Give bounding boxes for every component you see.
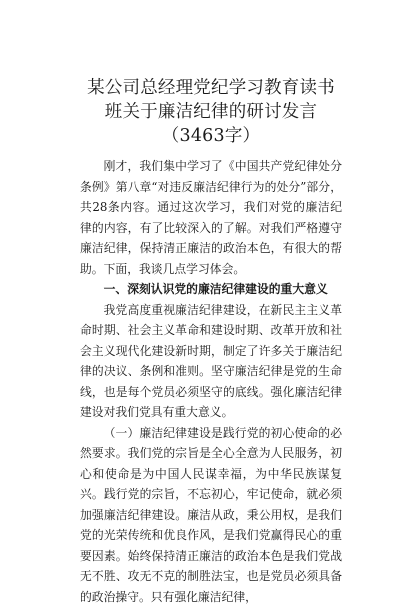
intro-paragraph: 刚才，我们集中学习了《中国共产党纪律处分条例》第八章“对违反廉洁纪律行为的处分”部分，共28条内容。通过这次学习，我们对党的廉洁纪律的内容，有了比较深入的了解。对我们严格遵守廉洁纪律，保持清正廉洁的政治本色，有很大的帮助。下面，我谈几点学习体会。 xyxy=(80,156,342,279)
document-title: 某公司总经理党纪学习教育读书班关于廉洁纪律的研讨发言（3463字） xyxy=(80,76,342,148)
document-body xyxy=(80,156,342,607)
document-page xyxy=(80,76,342,607)
body-paragraph: （一）廉洁纪律建设是践行党的初心使命的必然要求。我们党的宗旨是全心全意为人民服务，初心和使命是为中国人民谋幸福，为中华民族谋复兴。践行党的宗旨，不忘初心，牢记使命，就必须加强廉洁纪律建设。廉洁从政，秉公用权，是我们党的光荣传统和优良作风，是我们党赢得民心的重要因素。始终保持清正廉洁的政治本色是我们党战无不胜、攻无不克的制胜法宝，也是党员必须具备的政治操守。只有强化廉洁纪律， xyxy=(80,423,342,607)
section-heading: 一、深刻认识党的廉洁纪律建设的重大意义 xyxy=(80,279,342,300)
body-paragraph: 我党高度重视廉洁纪律建设，在新民主主义革命时期、社会主义革命和建设时期、改革开放和社会主义现代化建设新时期，制定了许多关于廉洁纪律的决议、条例和准则。坚守廉洁纪律是党的生命线，也是每个党员必须坚守的底线。强化廉洁纪律建设对我们党具有重大意义。 xyxy=(80,300,342,423)
